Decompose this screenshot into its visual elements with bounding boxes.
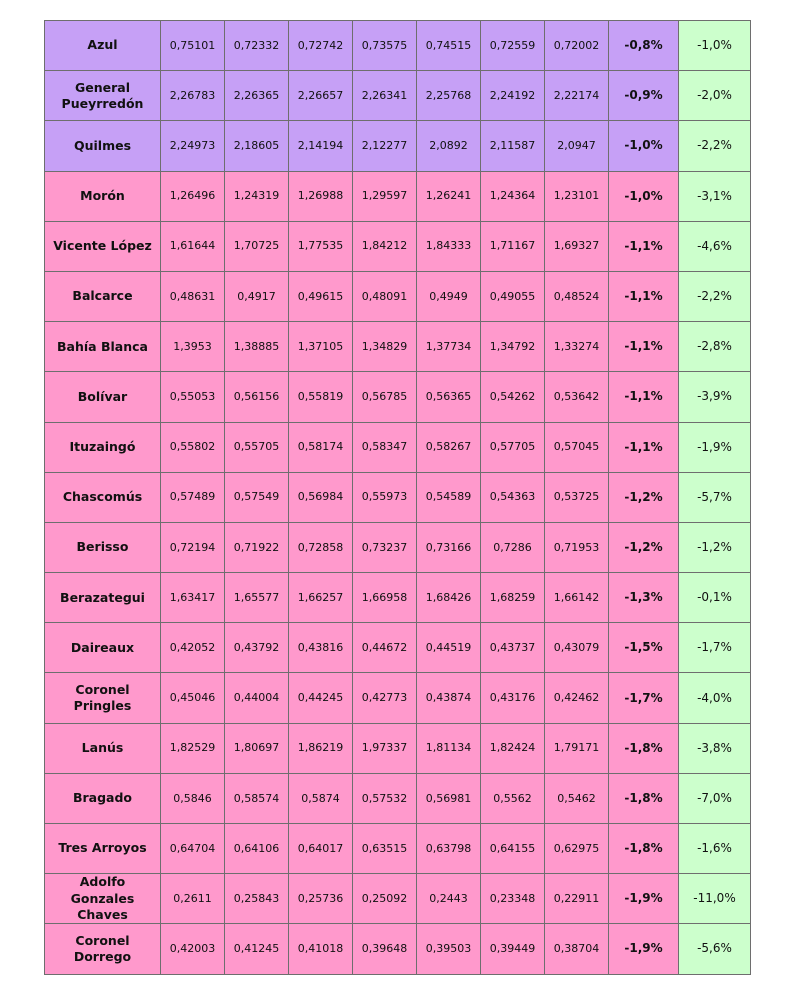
change2-cell: -11,0% xyxy=(679,874,751,924)
value-cell: 1,86219 xyxy=(289,723,353,773)
value-cell: 0,5874 xyxy=(289,773,353,823)
value-cell: 1,68426 xyxy=(417,573,481,623)
value-cell: 0,54363 xyxy=(481,472,545,522)
value-cell: 0,57532 xyxy=(353,773,417,823)
change2-cell: -1,2% xyxy=(679,522,751,572)
value-cell: 1,26496 xyxy=(161,171,225,221)
value-cell: 1,65577 xyxy=(225,573,289,623)
table-row xyxy=(45,171,751,221)
value-cell: 0,22911 xyxy=(545,874,609,924)
value-cell: 1,66958 xyxy=(353,573,417,623)
value-cell: 2,26365 xyxy=(225,71,289,121)
municipality-data-table xyxy=(44,20,751,975)
municipality-name-cell: Chascomús xyxy=(45,472,161,522)
value-cell: 0,49055 xyxy=(481,271,545,321)
value-cell: 0,54589 xyxy=(417,472,481,522)
value-cell: 0,64106 xyxy=(225,824,289,874)
value-cell: 0,44245 xyxy=(289,673,353,723)
table-row xyxy=(45,322,751,372)
value-cell: 0,72559 xyxy=(481,21,545,71)
value-cell: 0,53725 xyxy=(545,472,609,522)
change2-cell: -3,1% xyxy=(679,171,751,221)
value-cell: 0,39648 xyxy=(353,924,417,974)
change-cell: -1,1% xyxy=(609,271,679,321)
municipality-name-cell: Azul xyxy=(45,21,161,71)
value-cell: 0,72742 xyxy=(289,21,353,71)
value-cell: 0,56365 xyxy=(417,372,481,422)
value-cell: 0,45046 xyxy=(161,673,225,723)
value-cell: 1,29597 xyxy=(353,171,417,221)
municipality-name-cell: Quilmes xyxy=(45,121,161,171)
value-cell: 1,77535 xyxy=(289,221,353,271)
value-cell: 0,58267 xyxy=(417,422,481,472)
table-body xyxy=(45,21,751,975)
value-cell: 1,66257 xyxy=(289,573,353,623)
change2-cell: -1,9% xyxy=(679,422,751,472)
value-cell: 0,58574 xyxy=(225,773,289,823)
value-cell: 2,24973 xyxy=(161,121,225,171)
change-cell: -1,5% xyxy=(609,623,679,673)
change-cell: -1,1% xyxy=(609,422,679,472)
change-cell: -0,9% xyxy=(609,71,679,121)
value-cell: 2,11587 xyxy=(481,121,545,171)
value-cell: 0,39503 xyxy=(417,924,481,974)
change2-cell: -7,0% xyxy=(679,773,751,823)
municipality-name-cell: Adolfo Gonzales Chaves xyxy=(45,874,161,924)
table-row xyxy=(45,623,751,673)
municipality-name-cell: Bragado xyxy=(45,773,161,823)
value-cell: 1,63417 xyxy=(161,573,225,623)
municipality-name-cell: Ituzaingó xyxy=(45,422,161,472)
value-cell: 0,53642 xyxy=(545,372,609,422)
value-cell: 0,4917 xyxy=(225,271,289,321)
table-row xyxy=(45,221,751,271)
value-cell: 0,72332 xyxy=(225,21,289,71)
value-cell: 1,37734 xyxy=(417,322,481,372)
change2-cell: -5,7% xyxy=(679,472,751,522)
value-cell: 1,80697 xyxy=(225,723,289,773)
change-cell: -1,8% xyxy=(609,824,679,874)
value-cell: 1,84212 xyxy=(353,221,417,271)
table-row xyxy=(45,573,751,623)
municipality-name-cell: Coronel Dorrego xyxy=(45,924,161,974)
change2-cell: -2,2% xyxy=(679,121,751,171)
value-cell: 0,55802 xyxy=(161,422,225,472)
value-cell: 2,26341 xyxy=(353,71,417,121)
change-cell: -1,1% xyxy=(609,372,679,422)
value-cell: 0,44519 xyxy=(417,623,481,673)
change-cell: -1,2% xyxy=(609,522,679,572)
table-row xyxy=(45,673,751,723)
value-cell: 2,24192 xyxy=(481,71,545,121)
table-row xyxy=(45,924,751,974)
value-cell: 1,97337 xyxy=(353,723,417,773)
value-cell: 0,71953 xyxy=(545,522,609,572)
value-cell: 0,73166 xyxy=(417,522,481,572)
table-row xyxy=(45,522,751,572)
value-cell: 1,70725 xyxy=(225,221,289,271)
municipality-name-cell: Coronel Pringles xyxy=(45,673,161,723)
value-cell: 0,43792 xyxy=(225,623,289,673)
value-cell: 0,48091 xyxy=(353,271,417,321)
municipality-name-cell: Lanús xyxy=(45,723,161,773)
value-cell: 2,25768 xyxy=(417,71,481,121)
table-row xyxy=(45,21,751,71)
value-cell: 1,26241 xyxy=(417,171,481,221)
value-cell: 0,62975 xyxy=(545,824,609,874)
value-cell: 1,24319 xyxy=(225,171,289,221)
value-cell: 2,22174 xyxy=(545,71,609,121)
value-cell: 0,23348 xyxy=(481,874,545,924)
change2-cell: -1,6% xyxy=(679,824,751,874)
value-cell: 0,57705 xyxy=(481,422,545,472)
value-cell: 0,43079 xyxy=(545,623,609,673)
change-cell: -1,8% xyxy=(609,773,679,823)
value-cell: 0,55819 xyxy=(289,372,353,422)
change2-cell: -2,0% xyxy=(679,71,751,121)
change-cell: -1,7% xyxy=(609,673,679,723)
value-cell: 1,81134 xyxy=(417,723,481,773)
table-row xyxy=(45,422,751,472)
municipality-name-cell: Bolívar xyxy=(45,372,161,422)
change-cell: -1,0% xyxy=(609,121,679,171)
value-cell: 0,43816 xyxy=(289,623,353,673)
value-cell: 0,5462 xyxy=(545,773,609,823)
value-cell: 0,75101 xyxy=(161,21,225,71)
change2-cell: -5,6% xyxy=(679,924,751,974)
value-cell: 1,82424 xyxy=(481,723,545,773)
value-cell: 1,82529 xyxy=(161,723,225,773)
value-cell: 2,12277 xyxy=(353,121,417,171)
value-cell: 0,42003 xyxy=(161,924,225,974)
value-cell: 0,64704 xyxy=(161,824,225,874)
value-cell: 0,57549 xyxy=(225,472,289,522)
change-cell: -1,9% xyxy=(609,874,679,924)
value-cell: 0,7286 xyxy=(481,522,545,572)
change2-cell: -2,2% xyxy=(679,271,751,321)
value-cell: 0,44672 xyxy=(353,623,417,673)
change2-cell: -3,9% xyxy=(679,372,751,422)
table-row xyxy=(45,271,751,321)
value-cell: 1,66142 xyxy=(545,573,609,623)
value-cell: 0,56785 xyxy=(353,372,417,422)
municipality-name-cell: Berisso xyxy=(45,522,161,572)
value-cell: 0,49615 xyxy=(289,271,353,321)
value-cell: 2,14194 xyxy=(289,121,353,171)
value-cell: 0,72194 xyxy=(161,522,225,572)
change2-cell: -1,0% xyxy=(679,21,751,71)
value-cell: 2,0892 xyxy=(417,121,481,171)
value-cell: 0,55973 xyxy=(353,472,417,522)
value-cell: 2,0947 xyxy=(545,121,609,171)
value-cell: 1,84333 xyxy=(417,221,481,271)
value-cell: 0,74515 xyxy=(417,21,481,71)
change2-cell: -4,6% xyxy=(679,221,751,271)
municipality-name-cell: Daireaux xyxy=(45,623,161,673)
value-cell: 0,2443 xyxy=(417,874,481,924)
change2-cell: -3,8% xyxy=(679,723,751,773)
value-cell: 0,64155 xyxy=(481,824,545,874)
value-cell: 0,42773 xyxy=(353,673,417,723)
value-cell: 1,61644 xyxy=(161,221,225,271)
table-row xyxy=(45,121,751,171)
value-cell: 2,26783 xyxy=(161,71,225,121)
value-cell: 0,25843 xyxy=(225,874,289,924)
value-cell: 1,34792 xyxy=(481,322,545,372)
value-cell: 0,72002 xyxy=(545,21,609,71)
value-cell: 1,79171 xyxy=(545,723,609,773)
value-cell: 1,26988 xyxy=(289,171,353,221)
municipality-name-cell: Berazategui xyxy=(45,573,161,623)
municipality-name-cell: General Pueyrredón xyxy=(45,71,161,121)
value-cell: 0,4949 xyxy=(417,271,481,321)
value-cell: 0,25736 xyxy=(289,874,353,924)
value-cell: 0,64017 xyxy=(289,824,353,874)
value-cell: 0,42462 xyxy=(545,673,609,723)
value-cell: 2,18605 xyxy=(225,121,289,171)
change-cell: -1,1% xyxy=(609,322,679,372)
value-cell: 1,24364 xyxy=(481,171,545,221)
table-row xyxy=(45,472,751,522)
value-cell: 0,55705 xyxy=(225,422,289,472)
value-cell: 0,57489 xyxy=(161,472,225,522)
value-cell: 1,33274 xyxy=(545,322,609,372)
change2-cell: -0,1% xyxy=(679,573,751,623)
change-cell: -1,0% xyxy=(609,171,679,221)
value-cell: 0,5562 xyxy=(481,773,545,823)
change2-cell: -2,8% xyxy=(679,322,751,372)
table-row xyxy=(45,71,751,121)
value-cell: 0,56981 xyxy=(417,773,481,823)
value-cell: 0,73575 xyxy=(353,21,417,71)
table-row xyxy=(45,372,751,422)
change-cell: -1,1% xyxy=(609,221,679,271)
value-cell: 0,55053 xyxy=(161,372,225,422)
value-cell: 0,41018 xyxy=(289,924,353,974)
value-cell: 1,68259 xyxy=(481,573,545,623)
table-row xyxy=(45,773,751,823)
table-row xyxy=(45,874,751,924)
value-cell: 0,71922 xyxy=(225,522,289,572)
value-cell: 0,63515 xyxy=(353,824,417,874)
change-cell: -1,3% xyxy=(609,573,679,623)
value-cell: 2,26657 xyxy=(289,71,353,121)
value-cell: 1,34829 xyxy=(353,322,417,372)
value-cell: 0,25092 xyxy=(353,874,417,924)
value-cell: 0,43737 xyxy=(481,623,545,673)
value-cell: 1,3953 xyxy=(161,322,225,372)
value-cell: 0,58174 xyxy=(289,422,353,472)
value-cell: 0,42052 xyxy=(161,623,225,673)
change-cell: -1,9% xyxy=(609,924,679,974)
value-cell: 0,5846 xyxy=(161,773,225,823)
value-cell: 0,38704 xyxy=(545,924,609,974)
change2-cell: -1,7% xyxy=(679,623,751,673)
municipality-name-cell: Bahía Blanca xyxy=(45,322,161,372)
value-cell: 0,56984 xyxy=(289,472,353,522)
value-cell: 0,2611 xyxy=(161,874,225,924)
value-cell: 0,48631 xyxy=(161,271,225,321)
change-cell: -1,2% xyxy=(609,472,679,522)
value-cell: 1,69327 xyxy=(545,221,609,271)
value-cell: 1,71167 xyxy=(481,221,545,271)
value-cell: 0,39449 xyxy=(481,924,545,974)
municipality-name-cell: Tres Arroyos xyxy=(45,824,161,874)
value-cell: 0,54262 xyxy=(481,372,545,422)
value-cell: 0,63798 xyxy=(417,824,481,874)
municipality-name-cell: Balcarce xyxy=(45,271,161,321)
value-cell: 0,73237 xyxy=(353,522,417,572)
value-cell: 1,37105 xyxy=(289,322,353,372)
table-row xyxy=(45,723,751,773)
change-cell: -0,8% xyxy=(609,21,679,71)
value-cell: 0,72858 xyxy=(289,522,353,572)
value-cell: 1,38885 xyxy=(225,322,289,372)
value-cell: 0,44004 xyxy=(225,673,289,723)
value-cell: 0,41245 xyxy=(225,924,289,974)
change2-cell: -4,0% xyxy=(679,673,751,723)
table-row xyxy=(45,824,751,874)
value-cell: 1,23101 xyxy=(545,171,609,221)
municipality-name-cell: Vicente López xyxy=(45,221,161,271)
municipality-name-cell: Morón xyxy=(45,171,161,221)
change-cell: -1,8% xyxy=(609,723,679,773)
value-cell: 0,57045 xyxy=(545,422,609,472)
value-cell: 0,48524 xyxy=(545,271,609,321)
value-cell: 0,43874 xyxy=(417,673,481,723)
value-cell: 0,43176 xyxy=(481,673,545,723)
value-cell: 0,58347 xyxy=(353,422,417,472)
value-cell: 0,56156 xyxy=(225,372,289,422)
